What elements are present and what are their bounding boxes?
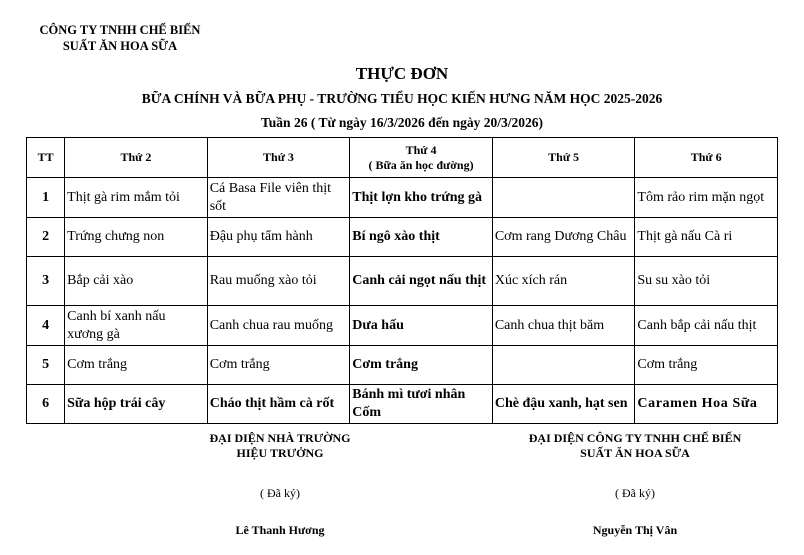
menu-cell: Dưa hấu xyxy=(350,306,493,346)
menu-cell: Đậu phụ tẩm hành xyxy=(207,218,350,257)
header-thursday: Thứ 5 xyxy=(492,138,635,178)
table-row xyxy=(27,257,778,306)
row-number: 4 xyxy=(27,306,65,346)
menu-cell: Cơm trắng xyxy=(350,346,493,385)
header-monday: Thứ 2 xyxy=(65,138,208,178)
menu-cell: Cơm trắng xyxy=(207,346,350,385)
menu-cell: Caramen Hoa Sữa xyxy=(635,385,778,424)
header-wednesday xyxy=(350,138,493,178)
row-number: 2 xyxy=(27,218,65,257)
table-row xyxy=(27,178,778,218)
header-friday: Thứ 6 xyxy=(635,138,778,178)
menu-cell: Canh chua rau muống xyxy=(207,306,350,346)
menu-cell: Cá Basa File viên thịt sốt xyxy=(207,178,350,218)
menu-cell: Bắp cải xào xyxy=(65,257,208,306)
menu-cell: Tôm rảo rim mặn ngọt xyxy=(635,178,778,218)
header-row xyxy=(27,138,778,178)
table-row xyxy=(27,218,778,257)
menu-cell: Cơm trắng xyxy=(65,346,208,385)
table-row xyxy=(27,306,778,346)
menu-cell: Canh bí xanh nấu xương gà xyxy=(65,306,208,346)
menu-cell: Cơm rang Dương Châu xyxy=(492,218,635,257)
menu-cell xyxy=(492,346,635,385)
menu-cell: Bánh mì tươi nhân Cốm xyxy=(350,385,493,424)
menu-cell: Canh bắp cải nấu thịt xyxy=(635,306,778,346)
company-role-1: ĐẠI DIỆN CÔNG TY TNHH CHẾ BIẾN xyxy=(528,431,742,445)
menu-cell xyxy=(492,178,635,218)
menu-cell: Cháo thịt hầm cà rốt xyxy=(207,385,350,424)
menu-cell: Trứng chưng non xyxy=(65,218,208,257)
school-signer-name: Lê Thanh Hương xyxy=(235,523,325,537)
menu-cell: Canh cải ngọt nấu thịt xyxy=(350,257,493,306)
company-name xyxy=(30,22,210,54)
menu-cell: Rau muống xào tỏi xyxy=(207,257,350,306)
table-row xyxy=(27,346,778,385)
company-line-2: SUẤT ĂN HOA SỮA xyxy=(62,39,178,53)
menu-cell: Thịt lợn kho trứng gà xyxy=(350,178,493,218)
row-number: 3 xyxy=(27,257,65,306)
header-tt: TT xyxy=(27,138,65,178)
row-number: 5 xyxy=(27,346,65,385)
header-tuesday: Thứ 3 xyxy=(207,138,350,178)
header-wednesday-note: ( Bữa ăn học đường) xyxy=(368,157,474,172)
row-number: 6 xyxy=(27,385,65,424)
week-range: Tuần 26 ( Từ ngày 16/3/2026 đến ngày 20/3/2026) xyxy=(261,115,543,130)
menu-cell: Cơm trắng xyxy=(635,346,778,385)
row-number: 1 xyxy=(27,178,65,218)
company-signature-block xyxy=(505,431,765,541)
company-role-2: SUẤT ĂN HOA SỮA xyxy=(580,446,690,460)
school-signed-note: ( Đã ký) xyxy=(260,486,300,500)
menu-cell: Bí ngô xào thịt xyxy=(350,218,493,257)
menu-table xyxy=(26,137,778,424)
company-line-1: CÔNG TY TNHH CHẾ BIẾN xyxy=(39,23,201,37)
document-subtitle: BỮA CHÍNH VÀ BỮA PHỤ - TRƯỜNG TIỂU HỌC KIẾN HƯNG NĂM HỌC 2025-2026 xyxy=(141,91,663,106)
company-signed-note: ( Đã ký) xyxy=(615,486,655,500)
school-signature-block xyxy=(180,431,380,541)
menu-cell: Chè đậu xanh, hạt sen xyxy=(492,385,635,424)
header-wednesday-label: Thứ 4 xyxy=(405,142,437,157)
school-role-1: ĐẠI DIỆN NHÀ TRƯỜNG xyxy=(209,431,351,445)
menu-cell: Xúc xích rán xyxy=(492,257,635,306)
document-title: THỰC ĐƠN xyxy=(355,64,449,83)
company-signer-name: Nguyễn Thị Vân xyxy=(592,523,678,537)
menu-cell: Sữa hộp trái cây xyxy=(65,385,208,424)
school-role-2: HIỆU TRƯỞNG xyxy=(236,446,324,460)
menu-cell: Thịt gà rim mắm tỏi xyxy=(65,178,208,218)
menu-cell: Su su xào tỏi xyxy=(635,257,778,306)
menu-cell: Thịt gà nấu Cà ri xyxy=(635,218,778,257)
table-row xyxy=(27,385,778,424)
menu-cell: Canh chua thịt băm xyxy=(492,306,635,346)
